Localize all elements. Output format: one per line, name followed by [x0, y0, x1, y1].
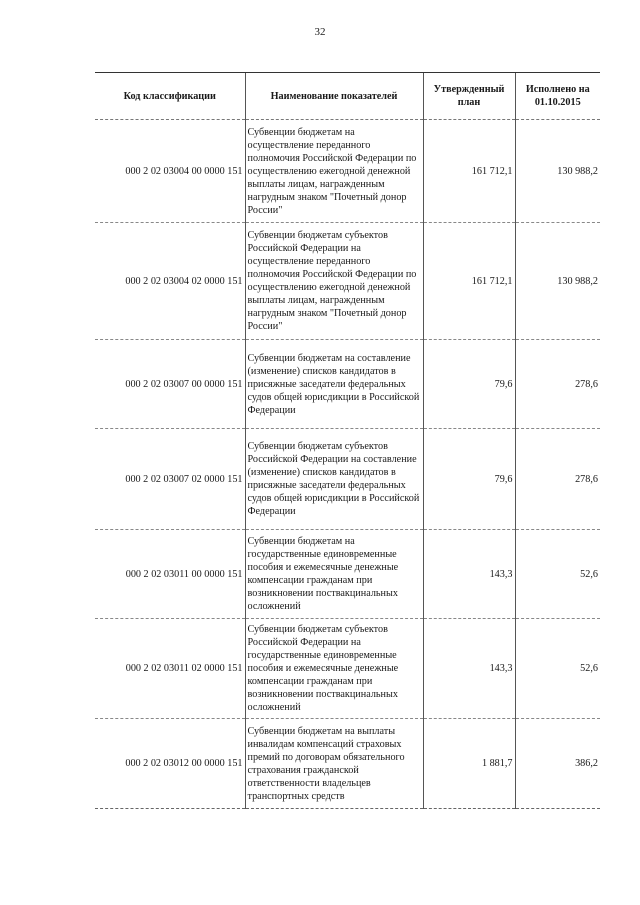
classification-code: 000 2 02 03011 02 0000 151 — [95, 619, 245, 719]
header-approved-plan: Утвержденный план — [423, 73, 515, 120]
classification-code: 000 2 02 03011 00 0000 151 — [95, 530, 245, 619]
indicator-name: Субвенции бюджетам на государственные единовременные пособия и ежемесячные денежные компенсации гражданам при возникновении поствакцинальных осложнений — [245, 530, 423, 619]
table-row — [95, 120, 600, 223]
header-code: Код классификации — [95, 73, 245, 120]
approved-plan-value: 143,3 — [423, 530, 515, 619]
approved-plan-value: 79,6 — [423, 429, 515, 530]
table-row — [95, 223, 600, 340]
header-executed: Исполнено на 01.10.2015 — [515, 73, 600, 120]
approved-plan-value: 161 712,1 — [423, 223, 515, 340]
indicator-name: Субвенции бюджетам субъектов Российской Федерации на государственные единовременные пособия и ежемесячные денежные компенсации гражданам при возникновении поствакцинальных осложнений — [245, 619, 423, 719]
indicator-name: Субвенции бюджетам субъектов Российской Федерации на составление (изменение) списков кандидатов в присяжные заседатели федеральных судов общей юрисдикции в Российской Федерации — [245, 429, 423, 530]
budget-table — [95, 72, 600, 809]
classification-code: 000 2 02 03012 00 0000 151 — [95, 719, 245, 809]
executed-value: 52,6 — [515, 530, 600, 619]
classification-code: 000 2 02 03004 00 0000 151 — [95, 120, 245, 223]
table-row — [95, 530, 600, 619]
executed-value: 278,6 — [515, 340, 600, 429]
classification-code: 000 2 02 03004 02 0000 151 — [95, 223, 245, 340]
executed-value: 130 988,2 — [515, 120, 600, 223]
indicator-name: Субвенции бюджетам на осуществление переданного полномочия Российской Федерации по осуществлению ежегодной денежной выплаты лицам, награжденным нагрудным знаком "Почетный донор России" — [245, 120, 423, 223]
page-number: 32 — [314, 26, 326, 38]
table-row — [95, 429, 600, 530]
approved-plan-value: 143,3 — [423, 619, 515, 719]
approved-plan-value: 1 881,7 — [423, 719, 515, 809]
executed-value: 52,6 — [515, 619, 600, 719]
indicator-name: Субвенции бюджетам на составление (изменение) списков кандидатов в присяжные заседатели федеральных судов общей юрисдикции в Российской Федерации — [245, 340, 423, 429]
classification-code: 000 2 02 03007 02 0000 151 — [95, 429, 245, 530]
indicator-name: Субвенции бюджетам на выплаты инвалидам компенсаций страховых премий по договорам обязательного страхования гражданской ответственности владельцев транспортных средств — [245, 719, 423, 809]
table-header-row — [95, 73, 600, 120]
approved-plan-value: 161 712,1 — [423, 120, 515, 223]
executed-value: 130 988,2 — [515, 223, 600, 340]
header-name: Наименование показателей — [245, 73, 423, 120]
classification-code: 000 2 02 03007 00 0000 151 — [95, 340, 245, 429]
indicator-name: Субвенции бюджетам субъектов Российской Федерации на осуществление переданного полномочия Российской Федерации по осуществлению ежегодной денежной выплаты лицам, награжденным нагрудным знаком "Почетный донор России" — [245, 223, 423, 340]
approved-plan-value: 79,6 — [423, 340, 515, 429]
table-row — [95, 619, 600, 719]
table-row — [95, 719, 600, 809]
executed-value: 386,2 — [515, 719, 600, 809]
table-row — [95, 340, 600, 429]
executed-value: 278,6 — [515, 429, 600, 530]
